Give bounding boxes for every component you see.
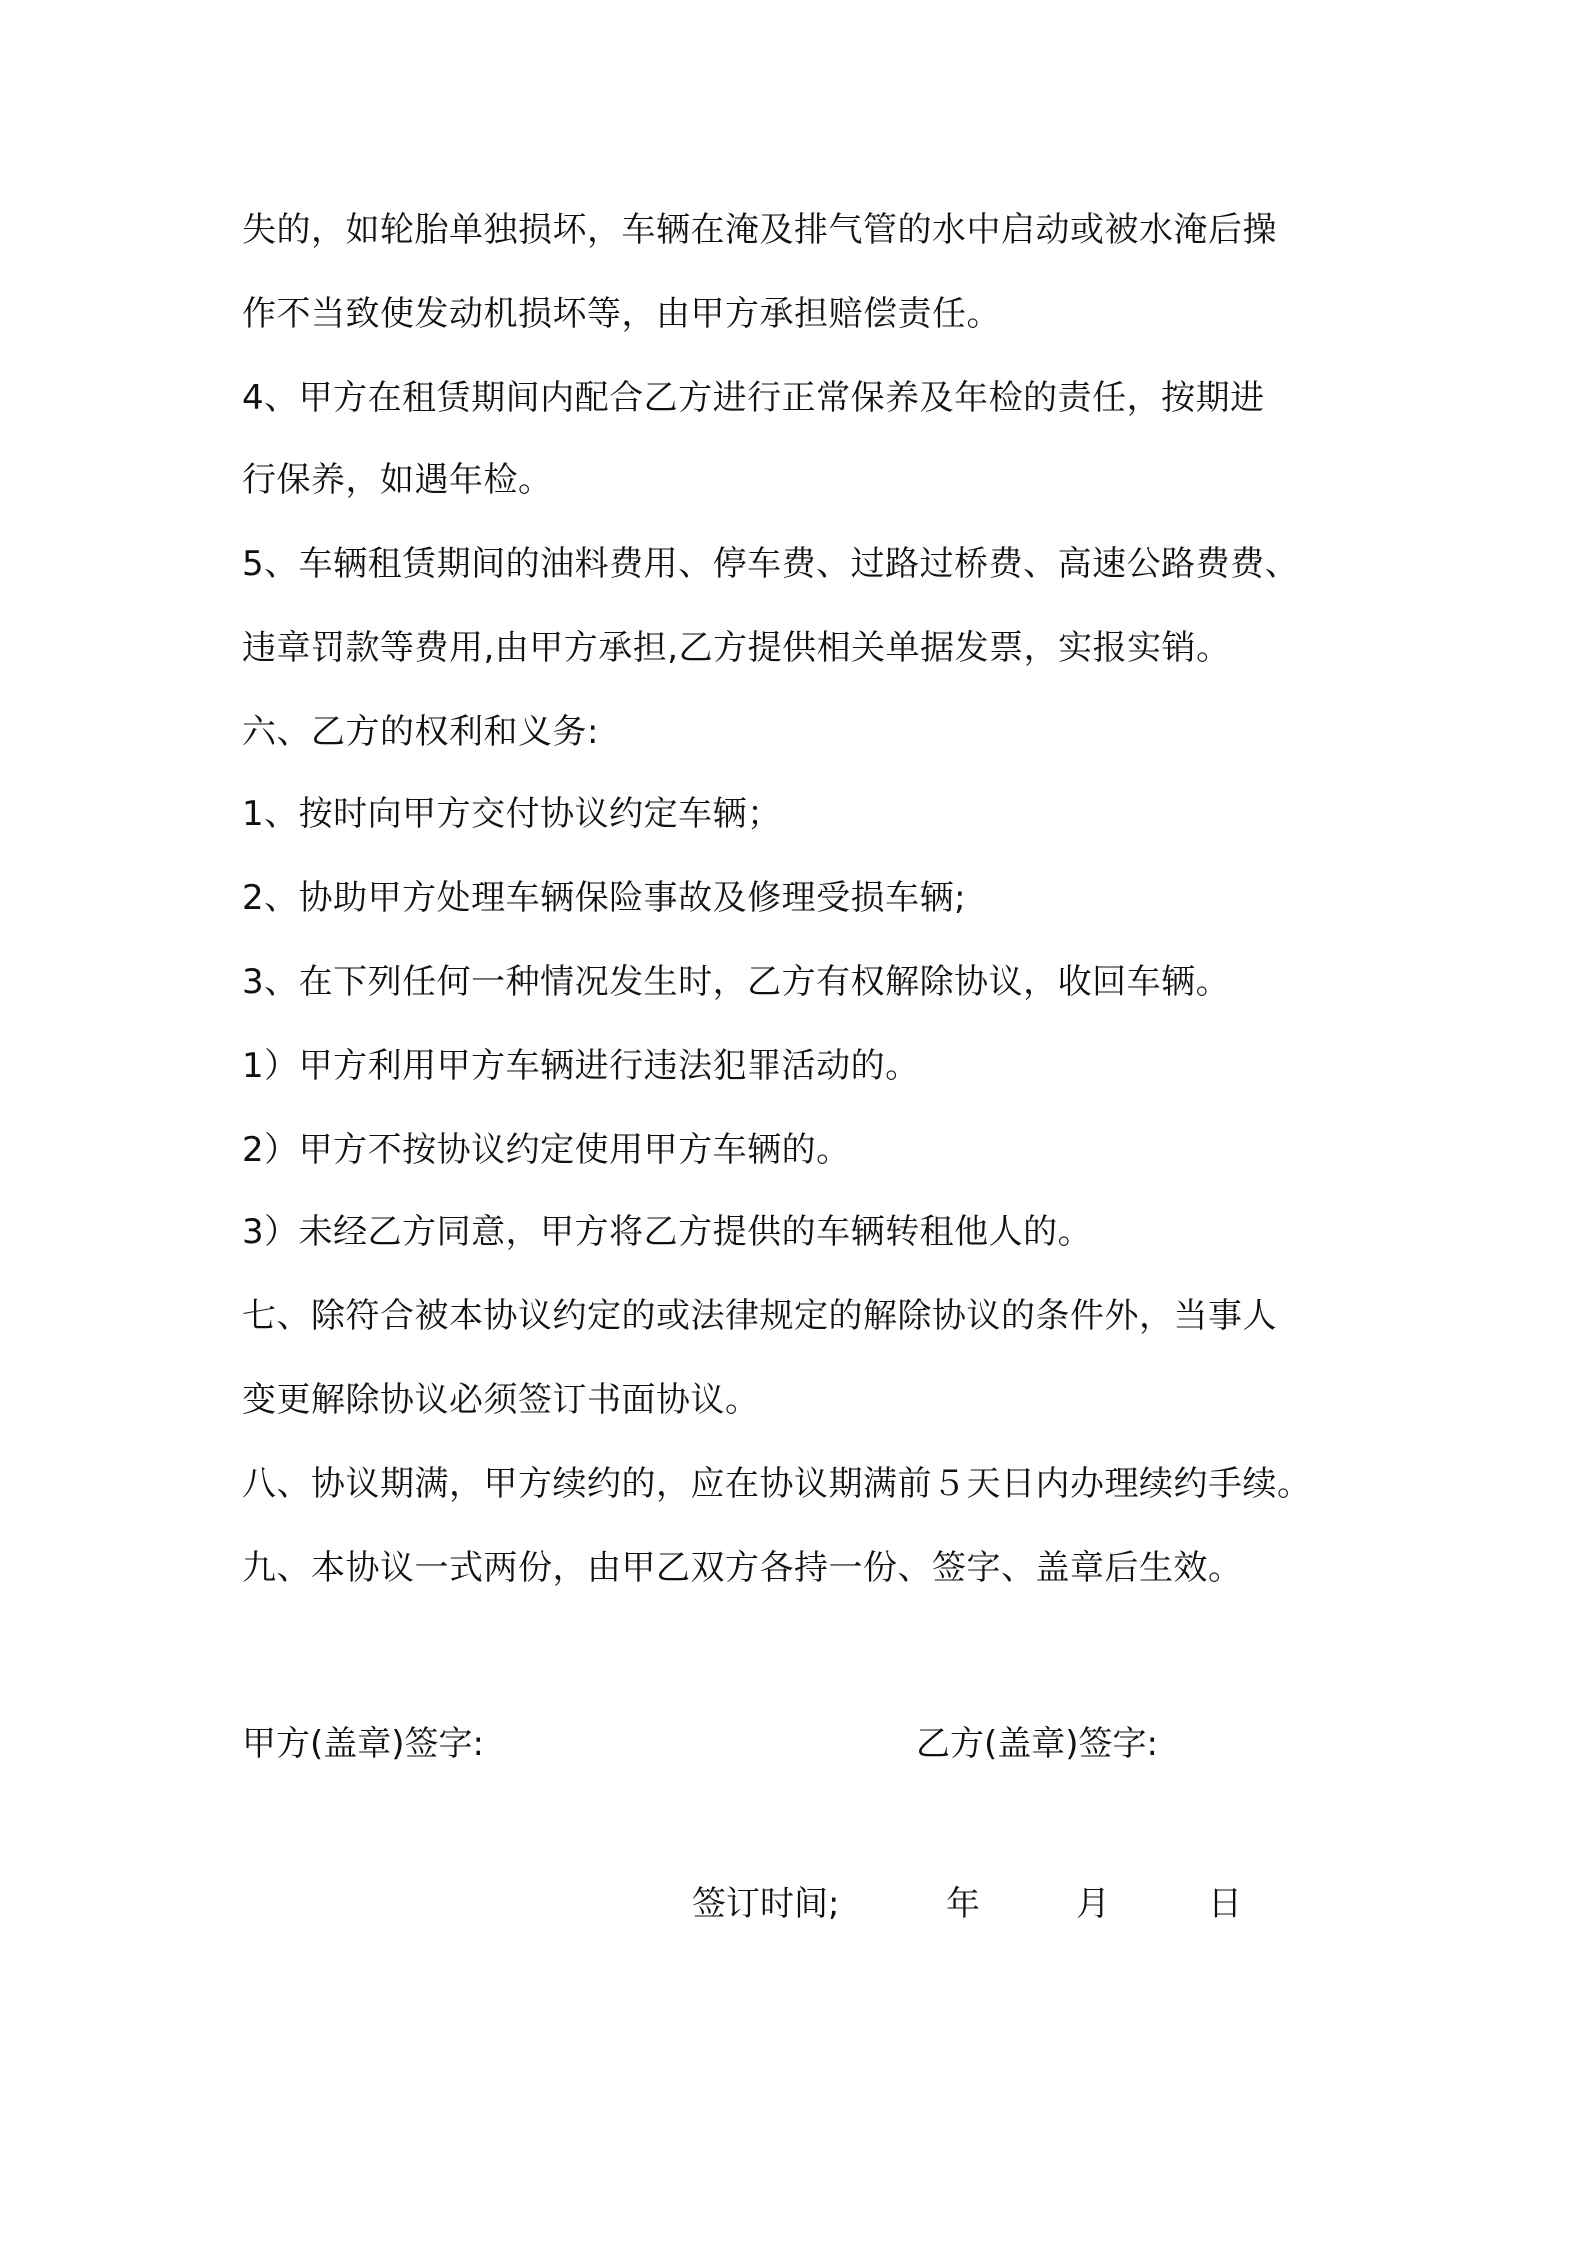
signing-date-label: 签订时间; — [692, 1884, 840, 1924]
list-item: 3、在下列任何一种情况发生时，乙方有权解除协议，收回车辆。 — [242, 962, 1231, 1002]
sub-list-item: 2）甲方不按协议约定使用甲方车辆的。 — [242, 1130, 851, 1170]
paragraph-line: 5、车辆租赁期间的油料费用、停车费、过路过桥费、高速公路费费、 — [242, 544, 1300, 584]
paragraph-line: 违章罚款等费用,由甲方承担,乙方提供相关单据发票，实报实销。 — [242, 628, 1231, 668]
clause-line: 变更解除协议必须签订书面协议。 — [242, 1380, 760, 1420]
date-day-label: 日 — [1208, 1884, 1242, 1924]
paragraph-line: 失的，如轮胎单独损坏，车辆在淹及排气管的水中启动或被水淹后操 — [242, 210, 1277, 250]
sub-list-item: 3）未经乙方同意，甲方将乙方提供的车辆转租他人的。 — [242, 1212, 1093, 1252]
clause-line: 八、协议期满，甲方续约的，应在协议期满前５天日内办理续约手续。 — [242, 1464, 1312, 1504]
paragraph-line: 行保养，如遇年检。 — [242, 460, 553, 500]
party-a-signature-label: 甲方(盖章)签字: — [242, 1724, 484, 1764]
list-item: 1、按时向甲方交付协议约定车辆； — [242, 794, 782, 834]
section-heading: 六、乙方的权利和义务: — [242, 712, 599, 752]
clause-line: 九、本协议一式两份，由甲乙双方各持一份、签字、盖章后生效。 — [242, 1548, 1243, 1588]
list-item: 2、协助甲方处理车辆保险事故及修理受损车辆; — [242, 878, 967, 918]
clause-line: 七、除符合被本协议约定的或法律规定的解除协议的条件外，当事人 — [242, 1296, 1277, 1336]
paragraph-line: 4、甲方在租赁期间内配合乙方进行正常保养及年检的责任，按期进 — [242, 378, 1265, 418]
sub-list-item: 1）甲方利用甲方车辆进行违法犯罪活动的。 — [242, 1046, 920, 1086]
paragraph-line: 作不当致使发动机损坏等，由甲方承担赔偿责任。 — [242, 294, 1001, 334]
date-month-label: 月 — [1076, 1884, 1110, 1924]
party-b-signature-label: 乙方(盖章)签字: — [916, 1724, 1158, 1764]
date-year-label: 年 — [946, 1884, 980, 1924]
